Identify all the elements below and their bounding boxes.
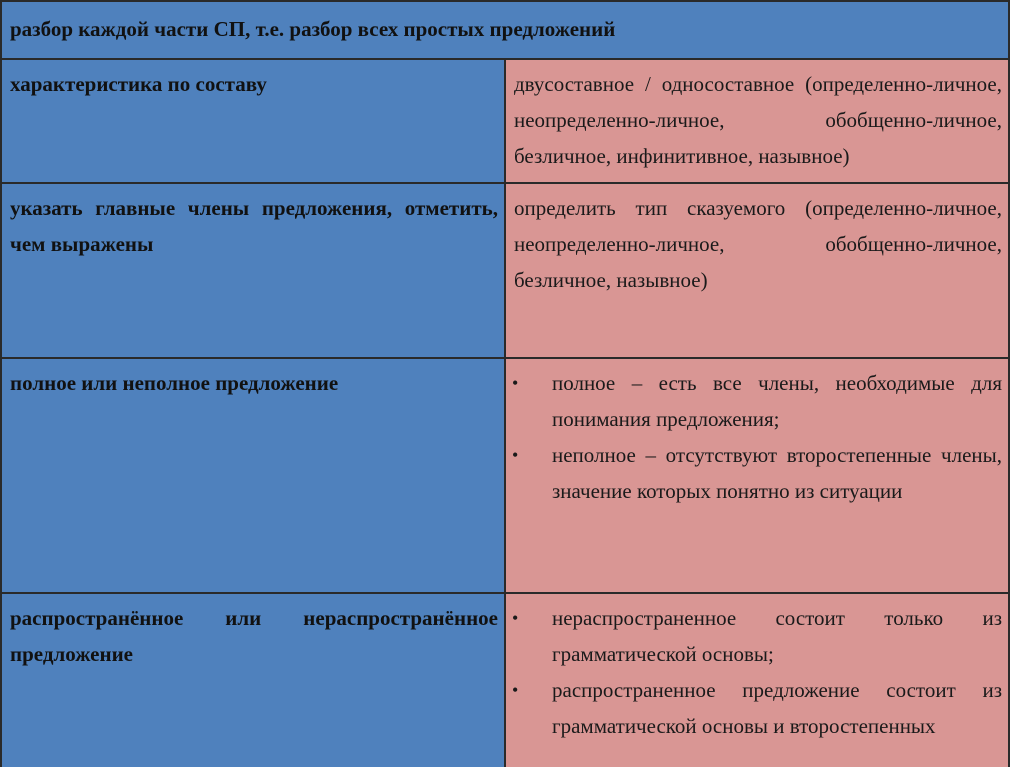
row-label: указать главные члены предложения, отметить, чем выражены (1, 183, 505, 358)
row-bullet-list (505, 358, 1009, 593)
list-item (510, 600, 1002, 672)
table-row (1, 183, 1009, 358)
header-row (1, 1, 1009, 59)
bullet-icon: • (512, 445, 519, 465)
table-title: разбор каждой части СП, т.е. разбор всех простых предложений (1, 1, 1009, 59)
list-item-text: неполное – отсутствуют второстепенные члены, значение которых понятно из ситуации (552, 443, 1002, 503)
table-row (1, 358, 1009, 593)
list-item-text: полное – есть все члены, необходимые для понимания предложения; (552, 371, 1002, 431)
list-item (510, 672, 1002, 744)
list-item-text: нераспространенное состоит только из грамматической основы; (552, 606, 1002, 666)
list-item-text: распространенное предложение состоит из грамматической основы и второстепенных (552, 678, 1002, 738)
bullet-icon: • (512, 373, 519, 393)
row-description: определить тип сказуемого (определенно-личное, неопределенно-личное, обобщенно-личное, безличное, назывное) (505, 183, 1009, 358)
row-label: характеристика по составу (1, 59, 505, 183)
list-item (510, 437, 1002, 509)
table-row (1, 59, 1009, 183)
row-label: полное или неполное предложение (1, 358, 505, 593)
row-label: распространённое или нераспространённое предложение (1, 593, 505, 767)
row-bullet-list (505, 593, 1009, 767)
row-description: двусоставное / односоставное (определенно-личное, неопределенно-личное, обобщенно-личное, безличное, инфинитивное, назывное) (505, 59, 1009, 183)
list-item (510, 365, 1002, 437)
bullet-icon: • (512, 680, 519, 700)
table-row (1, 593, 1009, 767)
bullet-icon: • (512, 608, 519, 628)
